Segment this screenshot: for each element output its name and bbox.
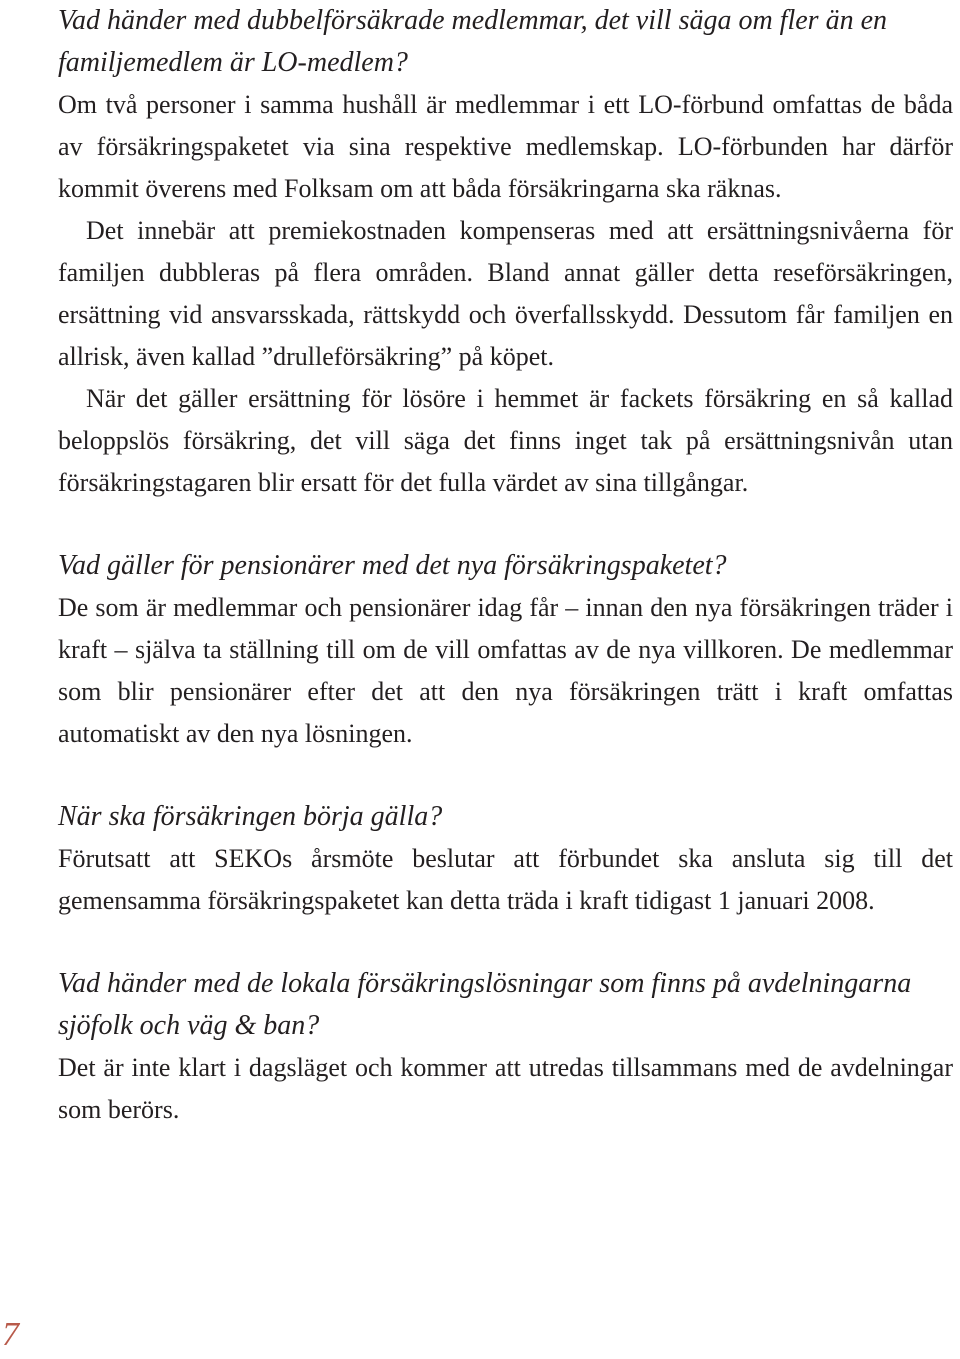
paragraph: De som är medlemmar och pensionärer idag får – innan den nya försäkringen träder i kraft – själva ta ställning till om de vill omfattas av de nya villkoren. De medlemmar som blir pensionärer efter det att den nya försäkringen trätt i kraft omfattas automatiskt av den nya lösningen. xyxy=(58,593,953,748)
section-dubbelforsakrade xyxy=(58,0,953,504)
page-number: 7 xyxy=(2,1316,19,1353)
section-heading: Vad händer med de lokala försäkringslösningar som finns på avdelningarna sjöfolk och väg & ban? xyxy=(58,968,912,1041)
section-borja-galla xyxy=(58,796,953,922)
section-heading: När ska försäkringen börja gälla? xyxy=(58,801,443,832)
paragraph: Förutsatt att SEKOs årsmöte beslutar att förbundet ska ansluta sig till det gemensamma försäkringspaketet kan detta träda i kraft tidigast 1 januari 2008. xyxy=(58,844,953,915)
page-content xyxy=(58,0,953,1131)
paragraph: Det innebär att premiekostnaden kompenseras med att ersättningsnivåerna för familjen dubbleras på flera områden. Bland annat gäller detta reseförsäkringen, ersättning vid ansvarsskada, rättskydd och överfallsskydd. Dessutom får familjen en allrisk, även kallad ”drulleförsäkring” på köpet. xyxy=(58,216,953,371)
section-pensionarer xyxy=(58,545,953,755)
section-heading: Vad händer med dubbelförsäkrade medlemmar, det vill säga om fler än en familjemedlem är LO-medlem? xyxy=(58,5,887,78)
paragraph: Om två personer i samma hushåll är medlemmar i ett LO-förbund omfattas de båda av försäkringspaketet via sina respektive medlemskap. LO-förbunden har därför kommit överens med Folksam om att båda försäkringarna ska räknas. xyxy=(58,90,953,203)
paragraph: När det gäller ersättning för lösöre i hemmet är fackets försäkring en så kallad beloppslös försäkring, det vill säga det finns inget tak på ersättningsnivån utan försäkringstagaren blir ersatt för det fulla värdet av sina tillgångar. xyxy=(58,384,953,497)
paragraph: Det är inte klart i dagsläget och kommer att utredas tillsammans med de avdelningar som berörs. xyxy=(58,1053,953,1124)
section-heading: Vad gäller för pensionärer med det nya försäkringspaketet? xyxy=(58,550,727,581)
section-lokala-forsakringar xyxy=(58,963,953,1131)
